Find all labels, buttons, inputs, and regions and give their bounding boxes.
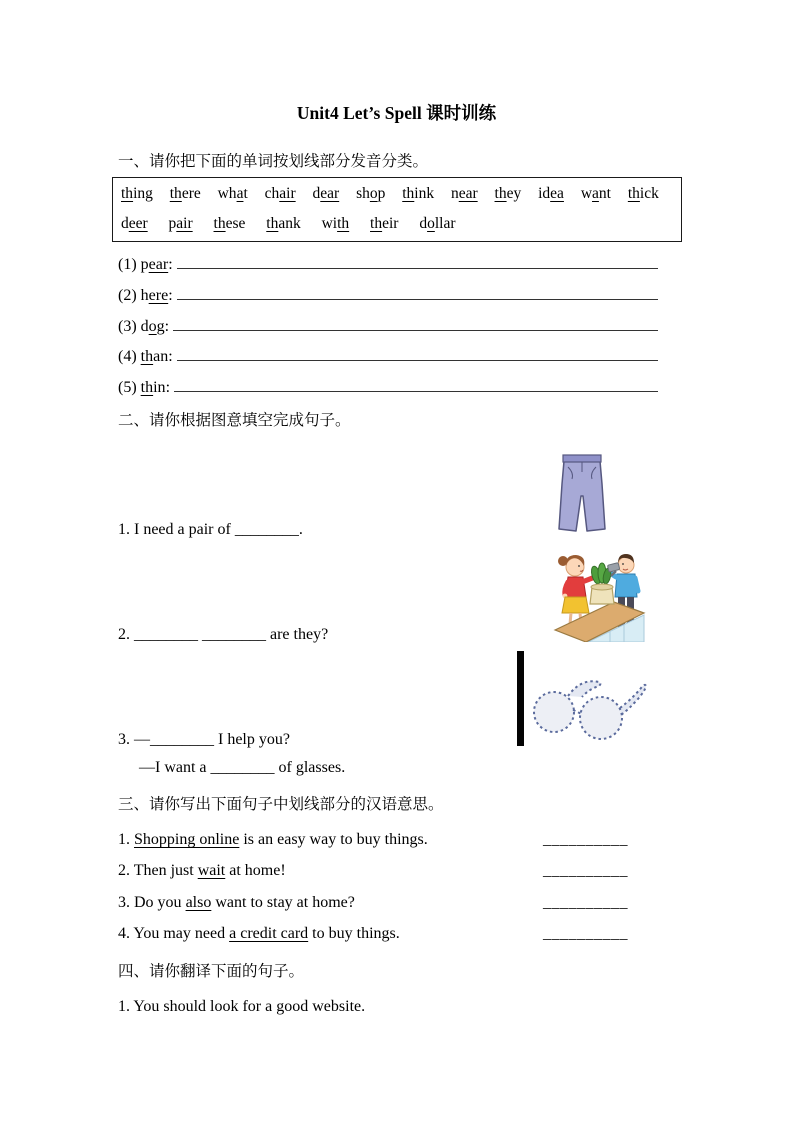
word-underlined-part: th: [169, 185, 182, 202]
word-bank-row-2: [121, 209, 673, 239]
word-prefix: n: [450, 185, 459, 202]
word-prefix: h: [140, 286, 149, 304]
word-underlined-part: o: [369, 185, 378, 202]
word-prefix: d: [312, 185, 321, 202]
word-prefix: p: [168, 215, 177, 232]
word-underlined-part: o: [148, 317, 157, 335]
answer-line: [177, 252, 658, 269]
word-prefix: p: [140, 256, 149, 273]
glasses-right-temple: [620, 685, 646, 715]
word-prefix: id: [538, 185, 551, 202]
word-suffix: ese: [225, 215, 246, 232]
glasses-right-lens: [580, 697, 622, 739]
word-prefix: d: [419, 215, 428, 232]
word-item: [419, 215, 455, 232]
word-suffix: llar: [434, 215, 456, 232]
colon: :: [168, 256, 173, 273]
question-3-line-1: 3. —________ I help you?: [118, 731, 290, 748]
word-item: [265, 185, 296, 202]
sentence-underlined-part: wait: [197, 862, 226, 880]
colon: :: [165, 379, 171, 397]
word-suffix: ere: [181, 185, 201, 202]
item-number: (2): [118, 286, 141, 304]
word-suffix: eir: [382, 215, 399, 232]
word-prefix: w: [580, 185, 593, 202]
word-suffix: g: [156, 317, 165, 335]
word-underlined-part: eer: [128, 215, 148, 232]
word-underlined-part: th: [140, 379, 154, 397]
word-suffix: nt: [598, 185, 611, 202]
word-item: [451, 185, 478, 202]
word-item: [169, 215, 193, 232]
word-prefix: wh: [217, 185, 237, 202]
word-underlined-part: th: [337, 215, 350, 232]
sentence-suffix: is an easy way to buy things.: [239, 831, 428, 848]
checkout-scene-image: [550, 547, 648, 642]
sentence-underlined-part: also: [185, 893, 212, 911]
word-suffix: ick: [639, 185, 659, 202]
word-item: [370, 215, 398, 232]
word-underlined-part: air: [279, 185, 296, 202]
word-prefix: d: [121, 215, 129, 232]
word-suffix: ing: [133, 185, 153, 202]
word-item: [170, 185, 201, 202]
word-suffix: in: [153, 379, 166, 397]
word-underlined-part: th: [121, 185, 134, 202]
word-underlined-part: a: [592, 185, 599, 202]
word-prefix: wi: [321, 215, 338, 232]
sentence-suffix: to buy things.: [308, 924, 400, 942]
word-underlined-part: th: [627, 185, 640, 202]
word-prefix: sh: [356, 185, 370, 202]
section3-heading: 三、请你写出下面句子中划线部分的汉语意思。: [118, 796, 444, 813]
word-underlined-part: air: [176, 215, 193, 232]
image-edge-bar: [517, 651, 524, 746]
word-item: [121, 185, 153, 202]
answer-line: [177, 344, 658, 361]
word-item: [214, 215, 246, 232]
word-suffix: an: [153, 348, 169, 366]
word-prefix: ch: [264, 185, 280, 202]
glasses-left-temple: [568, 681, 601, 697]
classify-item: [118, 373, 658, 404]
sentence-item: [118, 918, 666, 949]
translate-item-1: 1. You should look for a good website.: [118, 998, 366, 1015]
word-suffix: ink: [414, 185, 435, 202]
word-underlined-part: th: [213, 215, 226, 232]
page-title: Unit4 Let’s Spell 课时训练: [296, 103, 497, 123]
word-suffix: p: [377, 185, 386, 202]
word-underlined-part: th: [370, 215, 383, 232]
word-underlined-part: ear: [320, 185, 340, 202]
answer-blank: __________: [543, 893, 628, 911]
glasses-image: [529, 662, 653, 748]
item-number: (4): [118, 348, 141, 366]
round-glasses: [534, 681, 646, 739]
word-underlined-part: ear: [148, 256, 169, 273]
colon: :: [168, 348, 173, 366]
colon: :: [164, 317, 170, 335]
question-2: 2. ________ ________ are they?: [118, 626, 329, 643]
answer-blank: __________: [543, 831, 628, 848]
answer-line: [174, 375, 658, 392]
classify-item: [118, 250, 658, 281]
word-suffix: ey: [506, 185, 522, 202]
word-underlined-part: ear: [458, 185, 478, 202]
answer-blank: __________: [543, 862, 628, 880]
word-item: [581, 185, 611, 202]
classification-list: [118, 250, 658, 404]
classify-item: [118, 342, 658, 373]
colon: :: [168, 286, 173, 304]
word-bank-box: [112, 177, 682, 242]
sentence-prefix: 3. Do you: [118, 893, 186, 911]
answer-blank: __________: [543, 924, 628, 942]
word-underlined-part: th: [402, 185, 415, 202]
section2-heading: 二、请你根据图意填空完成句子。: [118, 412, 351, 429]
word-item: [218, 185, 248, 202]
sentence-item: [118, 887, 666, 918]
item-number: (1): [118, 256, 141, 273]
word-underlined-part: ere: [148, 286, 169, 304]
word-item: [402, 185, 434, 202]
sentence-suffix: want to stay at home?: [211, 893, 355, 911]
word-underlined-part: th: [140, 348, 154, 366]
classify-item: [118, 312, 658, 343]
word-item: [495, 185, 522, 202]
pants-image: [556, 452, 608, 535]
word-underlined-part: th: [266, 215, 279, 232]
word-item: [266, 215, 300, 232]
pants-waistband: [563, 455, 601, 462]
word-underlined-part: th: [494, 185, 507, 202]
sentence-item: [118, 855, 666, 886]
answer-line: [177, 283, 658, 300]
translation-sentence-list: [118, 824, 666, 949]
question-1: 1. I need a pair of ________.: [118, 521, 303, 538]
word-suffix: ank: [278, 215, 301, 232]
word-item: [628, 185, 659, 202]
word-item: [538, 185, 564, 202]
sentence-underlined-part: Shopping online: [134, 831, 240, 848]
word-underlined-part: a: [236, 185, 244, 202]
answer-line: [173, 314, 658, 331]
sentence-item: [118, 824, 666, 855]
sentence-suffix: at home!: [225, 862, 286, 880]
section4-heading: 四、请你翻译下面的句子。: [118, 963, 305, 980]
word-suffix: t: [243, 185, 248, 202]
classify-item: [118, 281, 658, 312]
word-item: [313, 185, 340, 202]
section1-heading: 一、请你把下面的单词按划线部分发音分类。: [118, 153, 429, 170]
sentence-prefix: 4. You may need: [118, 924, 230, 942]
item-number: (3): [118, 317, 141, 335]
item-number: (5): [118, 379, 141, 397]
word-bank-row-1: [121, 179, 673, 209]
word-prefix: d: [140, 317, 149, 335]
word-underlined-part: ea: [550, 185, 564, 202]
word-underlined-part: o: [427, 215, 435, 232]
word-item: [322, 215, 350, 232]
word-item: [121, 215, 148, 232]
question-3-line-2: —I want a ________ of glasses.: [139, 759, 346, 776]
glasses-left-lens: [534, 692, 574, 732]
word-item: [356, 185, 385, 202]
sentence-prefix: 1.: [118, 831, 134, 848]
sentence-underlined-part: a credit card: [229, 924, 309, 942]
sentence-prefix: 2. Then just: [118, 862, 198, 880]
